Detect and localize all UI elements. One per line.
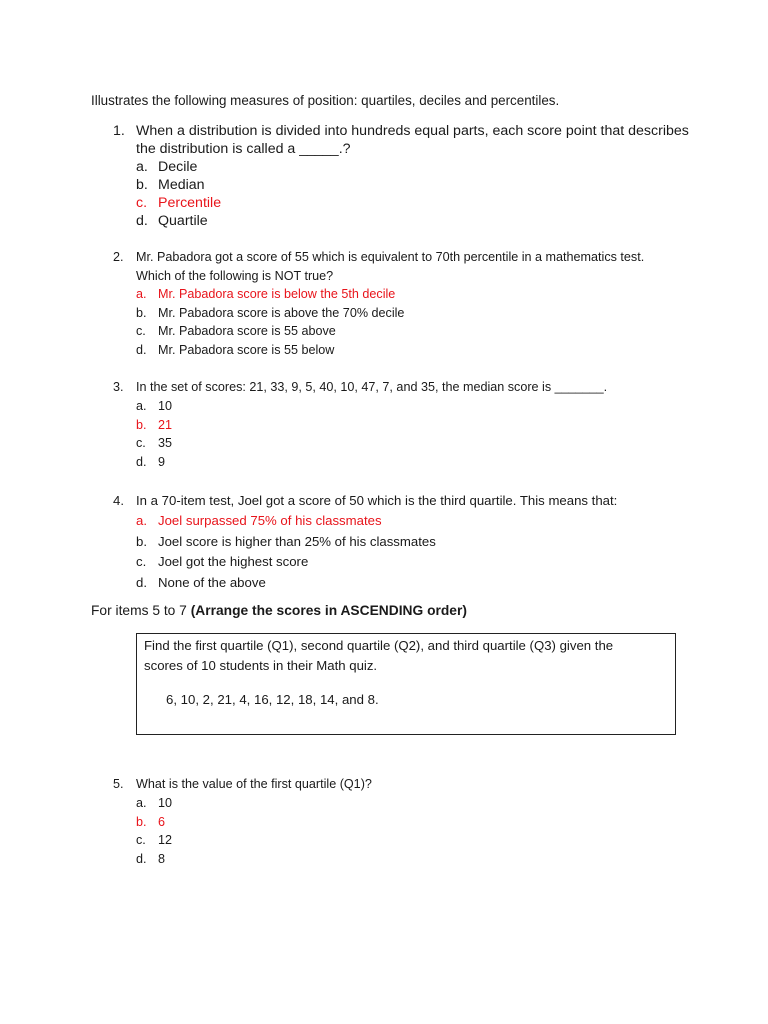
option-text: Quartile [158,213,208,229]
option-text: Joel surpassed 75% of his classmates [158,513,382,528]
stem-line: In a 70-item test, Joel got a score of 50 which is the third quartile. This means that: [136,493,618,508]
question-stem [136,122,689,158]
stem-line: the distribution is called a _____.? [136,141,351,157]
option-letter: b. [136,533,147,549]
option-text: 12 [158,833,173,848]
items-heading-instruction: (Arrange the scores in ASCENDING order) [190,603,467,618]
option-text: Joel got the highest score [158,554,309,570]
option-text: Percentile [158,195,222,211]
option-letter: d. [136,851,147,866]
score-list: 6, 10, 2, 21, 4, 16, 12, 18, 14, and 8. [166,692,379,707]
option-letter: b. [136,177,148,193]
option-letter: b. [136,417,147,432]
option-letter: d. [136,454,147,469]
option-text: 10 [158,399,173,413]
option-letter: c. [136,833,146,848]
option-letter: c. [136,554,147,570]
option-letter: b. [136,305,147,320]
option-letter: d. [136,342,147,357]
question-stem [136,775,372,794]
option-text: Decile [158,159,198,175]
option-letter: a. [136,796,147,810]
option-letter: c. [136,324,146,339]
question-stem [136,248,644,285]
intro-text: Illustrates the following measures of position: quartiles, deciles and percentiles. [91,93,560,108]
question-number: 2. [113,250,124,264]
option-text: Joel score is higher than 25% of his classmates [158,533,436,549]
stem-line: Which of the following is NOT true? [136,268,334,283]
option-letter: a. [136,159,148,175]
problem-line: scores of 10 students in their Math quiz. [144,658,378,673]
option-letter: b. [136,814,147,829]
option-text: 10 [158,796,173,810]
option-text: Mr. Pabadora score is 55 below [158,342,335,357]
stem-line: What is the value of the first quartile (Q1)? [136,777,372,791]
option-text: 6 [158,814,166,829]
option-letter: d. [136,213,148,229]
stem-line: Mr. Pabadora got a score of 55 which is equivalent to 70th percentile in a mathematics test. [136,250,645,264]
option-letter: c. [136,436,146,451]
items-heading-prefix: For items 5 to 7 [91,603,191,618]
option-letter: a. [136,513,147,528]
items-heading [91,603,467,618]
question-number: 5. [113,777,124,791]
question-stem [136,378,607,397]
option-letter: d. [136,574,147,590]
option-text: Median [158,177,205,193]
stem-line: In the set of scores: 21, 33, 9, 5, 40, 10, 47, 7, and 35, the median score is _______. [136,380,608,394]
option-text: Mr. Pabadora score is below the 5th decile [158,287,396,301]
option-letter: a. [136,399,147,413]
option-letter: c. [136,195,148,211]
stem-line: When a distribution is divided into hundreds equal parts, each score point that describes [136,123,689,139]
question-number: 3. [113,380,124,394]
problem-box [136,633,676,735]
option-text: 8 [158,851,166,866]
option-text: 9 [158,454,166,469]
option-text: None of the above [158,574,266,590]
question-number: 1. [113,123,125,139]
option-text: Mr. Pabadora score is above the 70% decile [158,305,405,320]
option-text: 21 [158,417,173,432]
option-letter: a. [136,287,147,301]
option-text: 35 [158,436,173,451]
question-number: 4. [113,493,124,508]
question-stem [136,491,617,512]
problem-line: Find the first quartile (Q1), second quartile (Q2), and third quartile (Q3) given the [144,638,614,653]
option-text: Mr. Pabadora score is 55 above [158,324,336,339]
